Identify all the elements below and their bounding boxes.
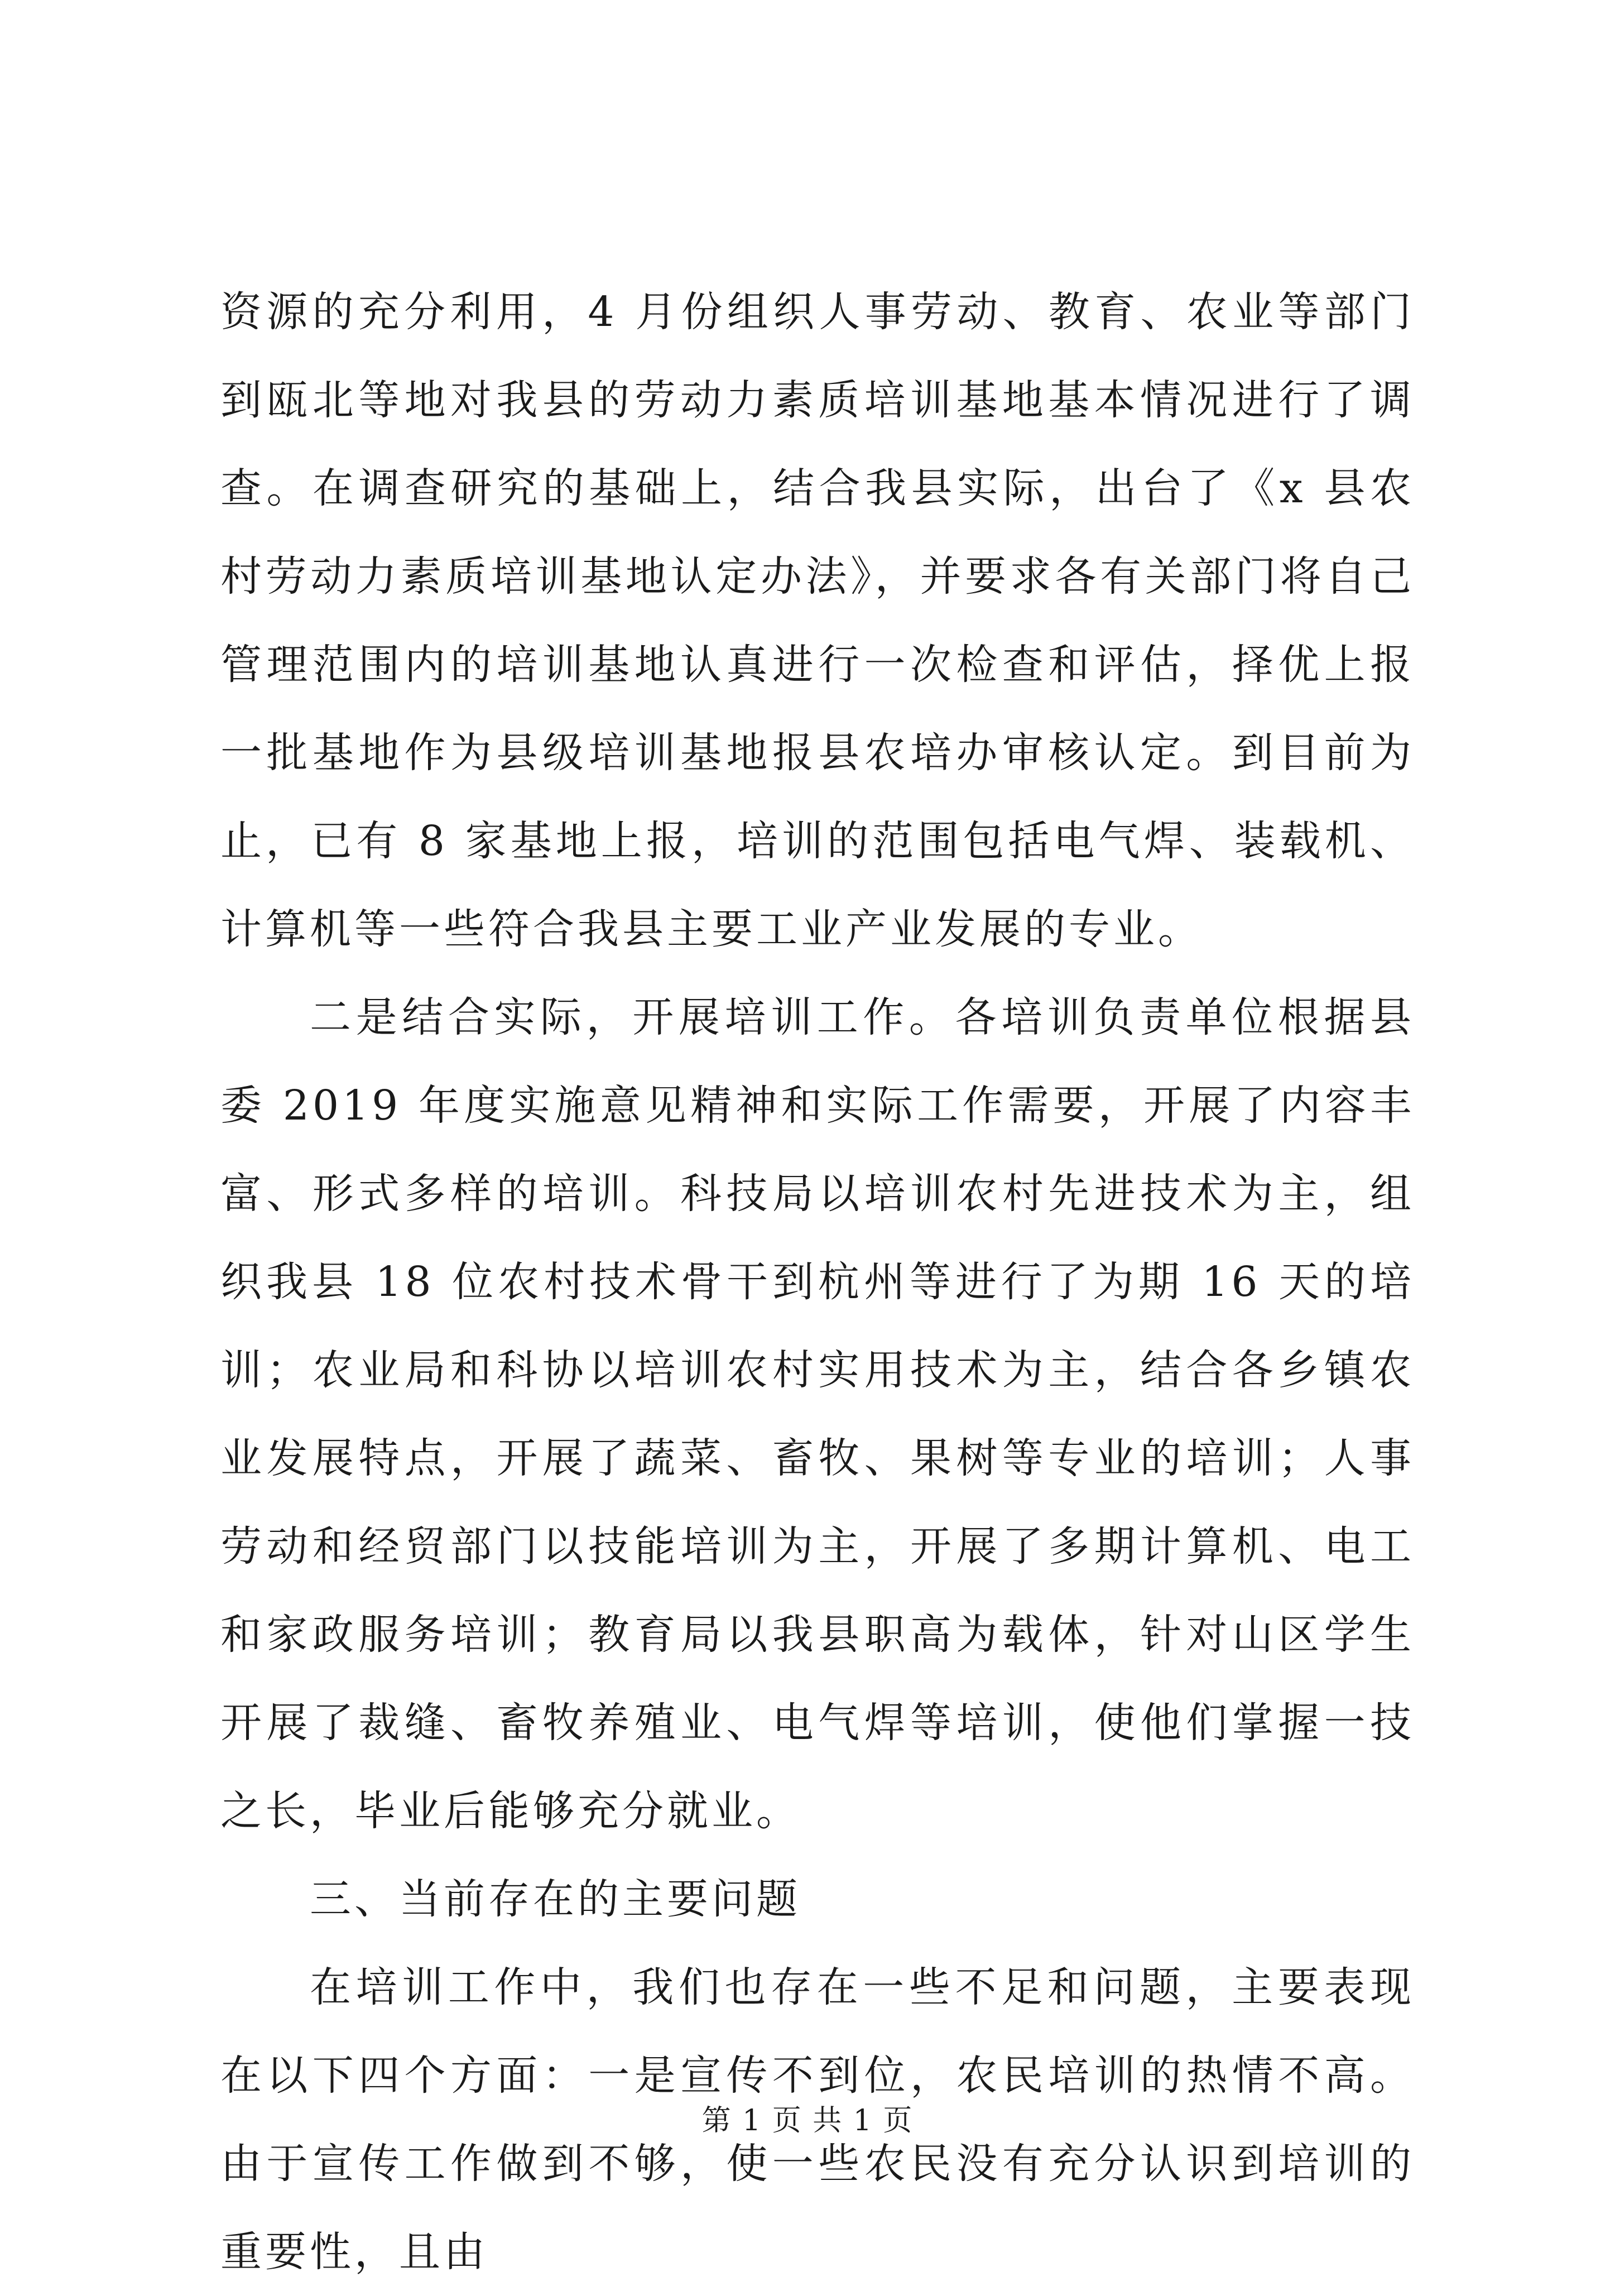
paragraph-training-work: 二是结合实际，开展培训工作。各培训负责单位根据县委 2019 年度实施意见精神和实际工作需要，开展了内容丰富、形式多样的培训。科技局以培训农村先进技术为主，组织我县 18 位农村技术骨干到杭州等进行了为期 16 天的培训；农业局和科协以培训农村实用技术为主，结合各乡镇农业发展特点，开展了蔬菜、畜牧、果树等专业的培训；人事劳动和经贸部门以技能培训为主，开展了多期计算机、电工和家政服务培训；教育局以我县职高为载体，针对山区学生开展了裁缝、畜牧养殖业、电气焊等培训，使他们掌握一技之长，毕业后能够充分就业。 [220,993,1415,1835]
document-body [220,268,1415,2296]
paragraph-problems: 在培训工作中，我们也存在一些不足和问题，主要表现在以下四个方面：一是宣传不到位，农民培训的热情不高。由于宣传工作做到不够，使一些农民没有充分认识到培训的重要性，且由 [220,1963,1415,2276]
paragraph-continuation: 资源的充分利用，4 月份组织人事劳动、教育、农业等部门到瓯北等地对我县的劳动力素质培训基地基本情况进行了调查。在调查研究的基础上，结合我县实际，出台了《x 县农村劳动力素质培训基地认定办法》，并要求各有关部门将自己管理范围内的培训基地认真进行一次检查和评估，择优上报一批基地作为县级培训基地报县农培办审核认定。到目前为止，已有 8 家基地上报，培训的范围包括电气焊、装载机、计算机等一些符合我县主要工业产业发展的专业。 [220,288,1415,953]
section-heading-problems: 三、当前存在的主要问题 [310,1875,801,1923]
page-footer: 第 1 页 共 1 页 [701,2104,914,2138]
